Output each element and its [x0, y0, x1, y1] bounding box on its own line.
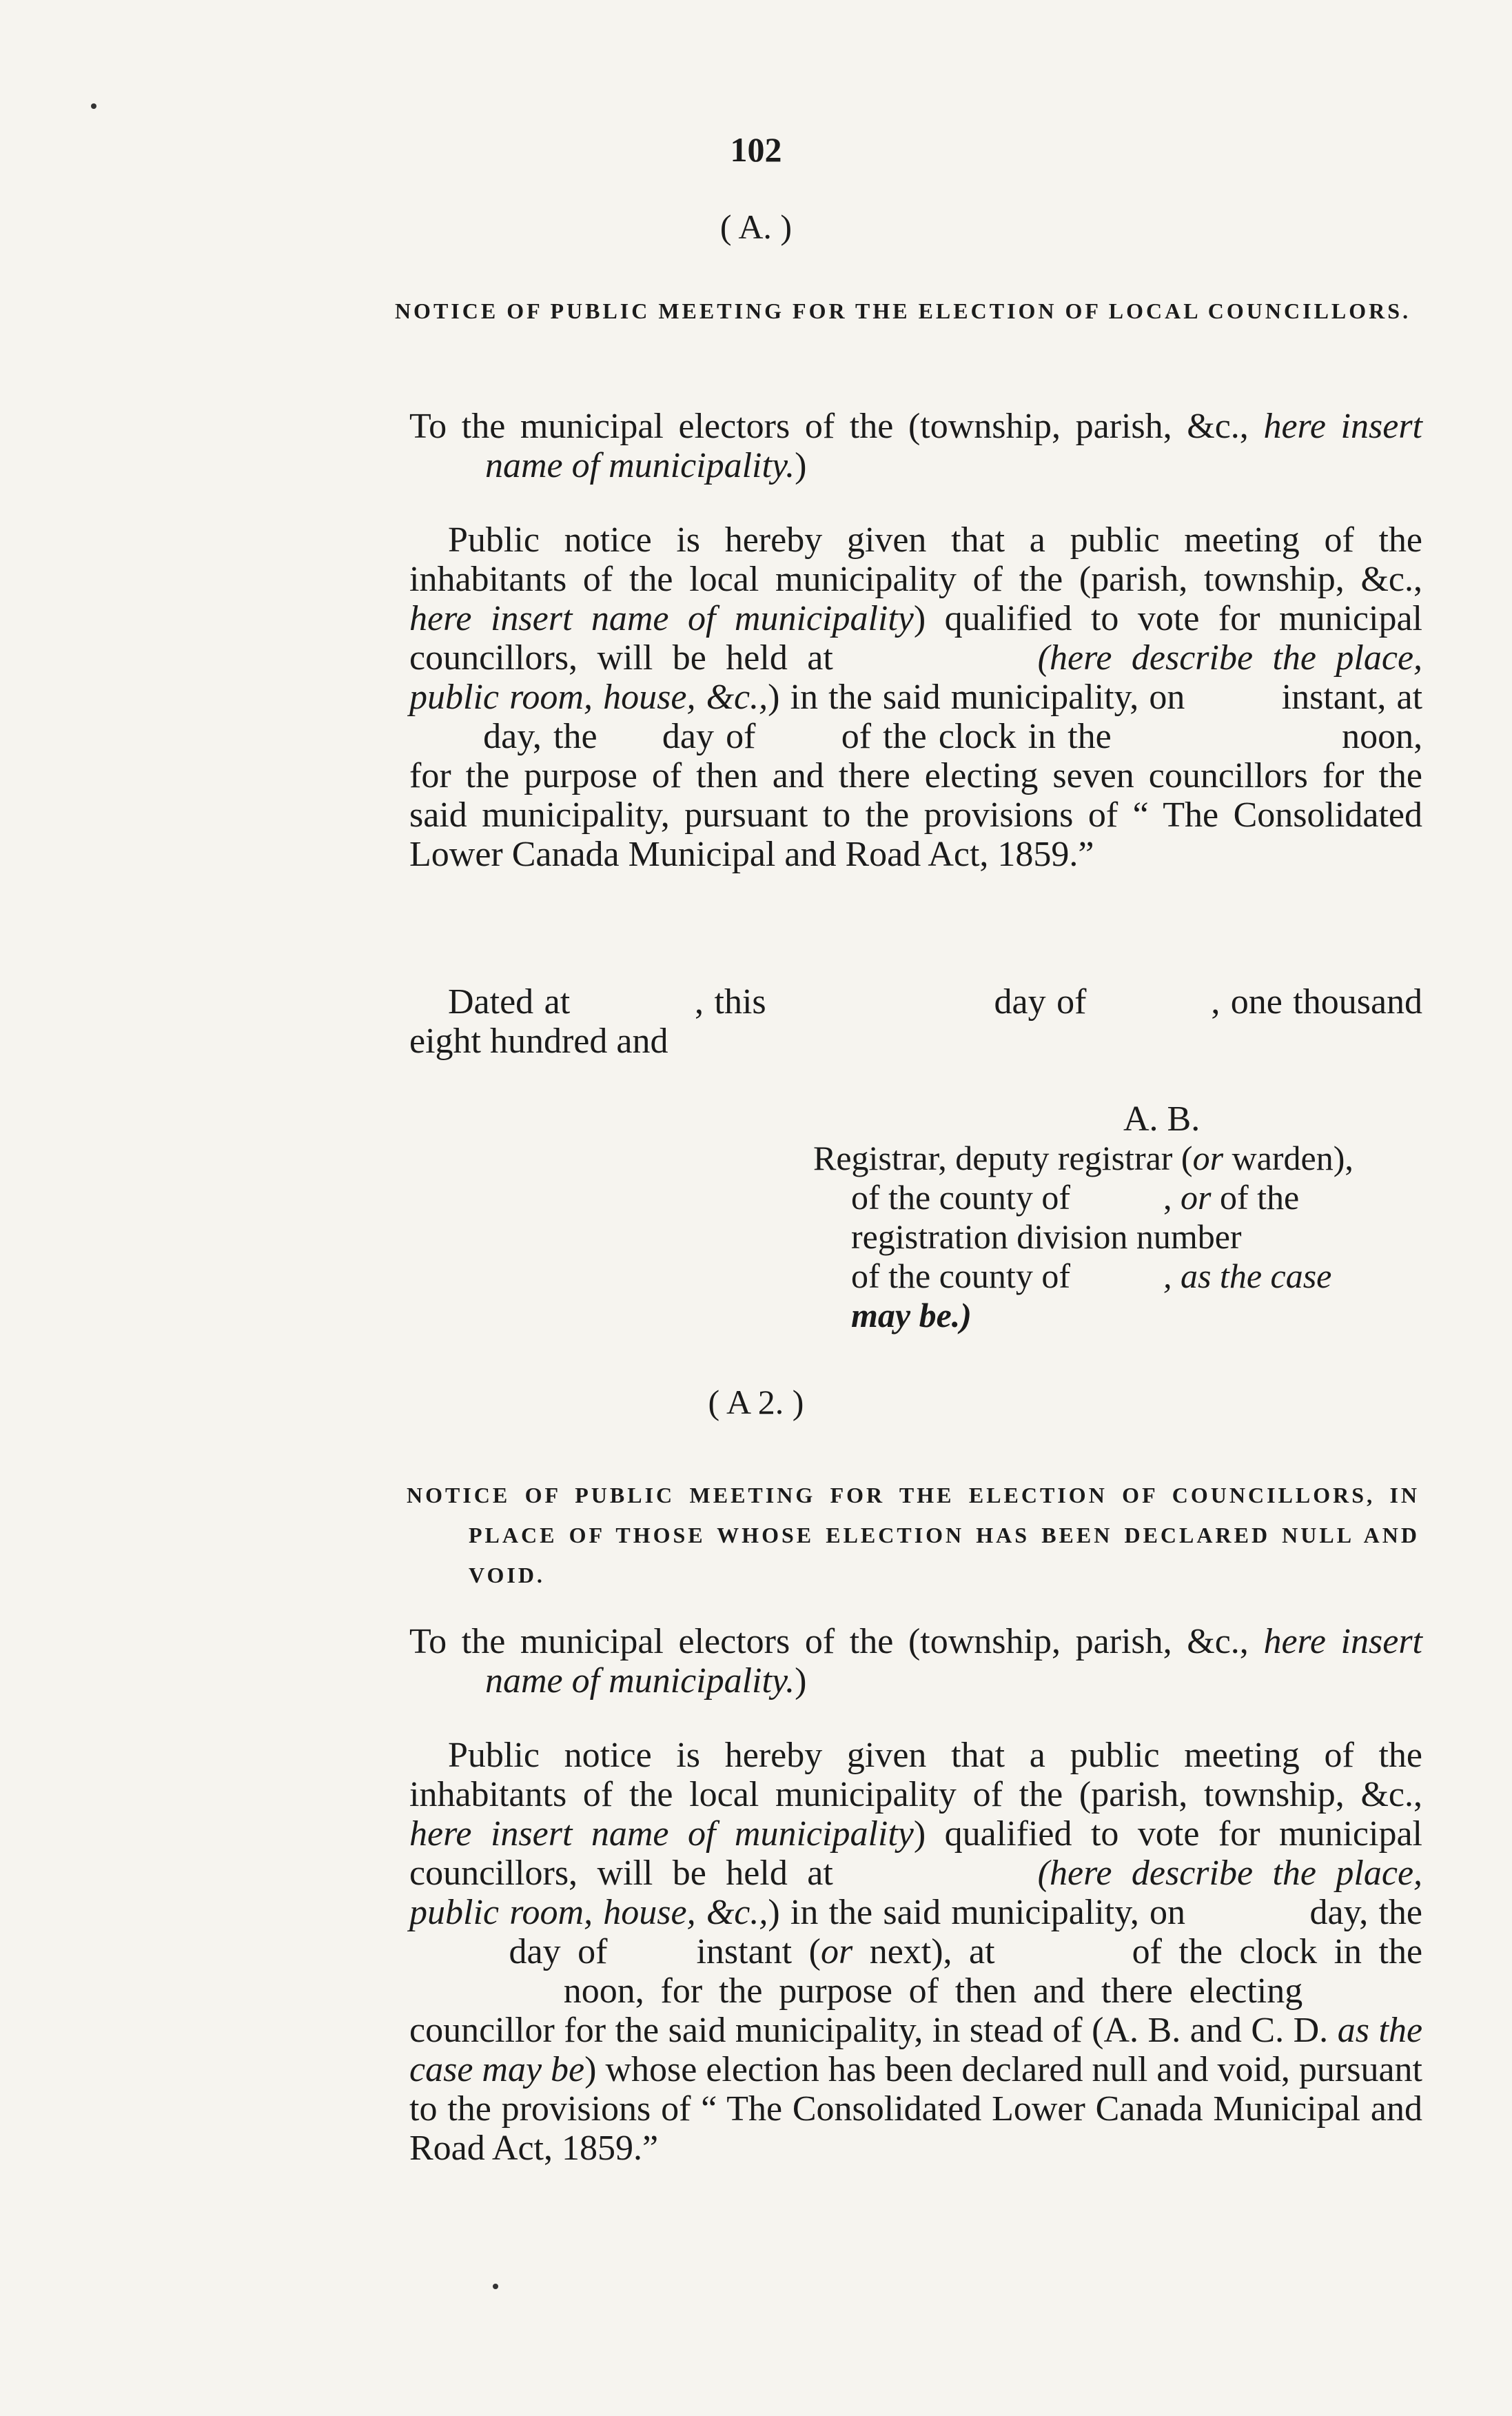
section-a2-heading: NOTICE OF PUBLIC MEETING FOR THE ELECTION OF COUNCILLORS, IN PLACE OF THOSE WHOSE ELECTION HAS BEEN DECLARED NULL AND VOID.: [407, 1483, 1420, 1587]
section-a-body: Public notice is hereby given that a public meeting of the inhabitants of the local municipality of the (parish, township, &c., here insert name of municipality) qualified to vote for municipal councillors, will be held at (here describe the place, public room, house, &c.,) in the said municipality, on instant, at day, the day of of the clock in the noon, for the purpose of then and there electing seven councillors for the said municipality, pursuant to the provisions of “ The Consolidated Lower Canada Municipal and Road Act, 1859.”: [409, 520, 1423, 874]
section-a-dated: Dated at , this day of , one thousand eight hundred and: [409, 982, 1423, 1061]
section-a-heading: NOTICE OF PUBLIC MEETING FOR THE ELECTION OF LOCAL COUNCILLORS.: [394, 298, 1411, 323]
signature-line-3: registration division number: [851, 1217, 1242, 1256]
print-speck: [493, 2284, 498, 2289]
section-a2-mark: ( A 2. ): [708, 1383, 804, 1421]
section-a2-body: Public notice is hereby given that a public meeting of the inhabitants of the local municipality of the (parish, township, &c., here insert name of municipality) qualified to vote for municipal councillors, will be held at (here describe the place, public room, house, &c.,) in the said municipality, on day, the day of instant (or next), at of the clock in the noon, for the purpose of then and there electing councillor for the said municipality, in stead of (A. B. and C. D. as the case may be) whose election has been declared null and void, pursuant to the provisions of “ The Consolidated Lower Canada Municipal and Road Act, 1859.”: [409, 1736, 1423, 2168]
section-a2-salutation: To the municipal electors of the (township, parish, &c., here insert name of municipality.): [409, 1622, 1422, 1701]
section-a-salutation: To the municipal electors of the (township, parish, &c., here insert name of municipality.): [409, 407, 1422, 485]
signatory-name: A. B.: [1123, 1099, 1201, 1139]
print-speck: [91, 103, 96, 109]
page-number: 102: [730, 130, 782, 169]
signature-line-4: of the county of , as the case: [851, 1257, 1332, 1295]
section-a-mark: ( A. ): [719, 207, 793, 246]
signature-line-1: Registrar, deputy registrar (or warden),: [813, 1139, 1353, 1177]
signature-line-5: may be.): [851, 1296, 972, 1334]
signature-block: [813, 1139, 1427, 1335]
signature-line-2: of the county of , or of the: [851, 1178, 1300, 1217]
